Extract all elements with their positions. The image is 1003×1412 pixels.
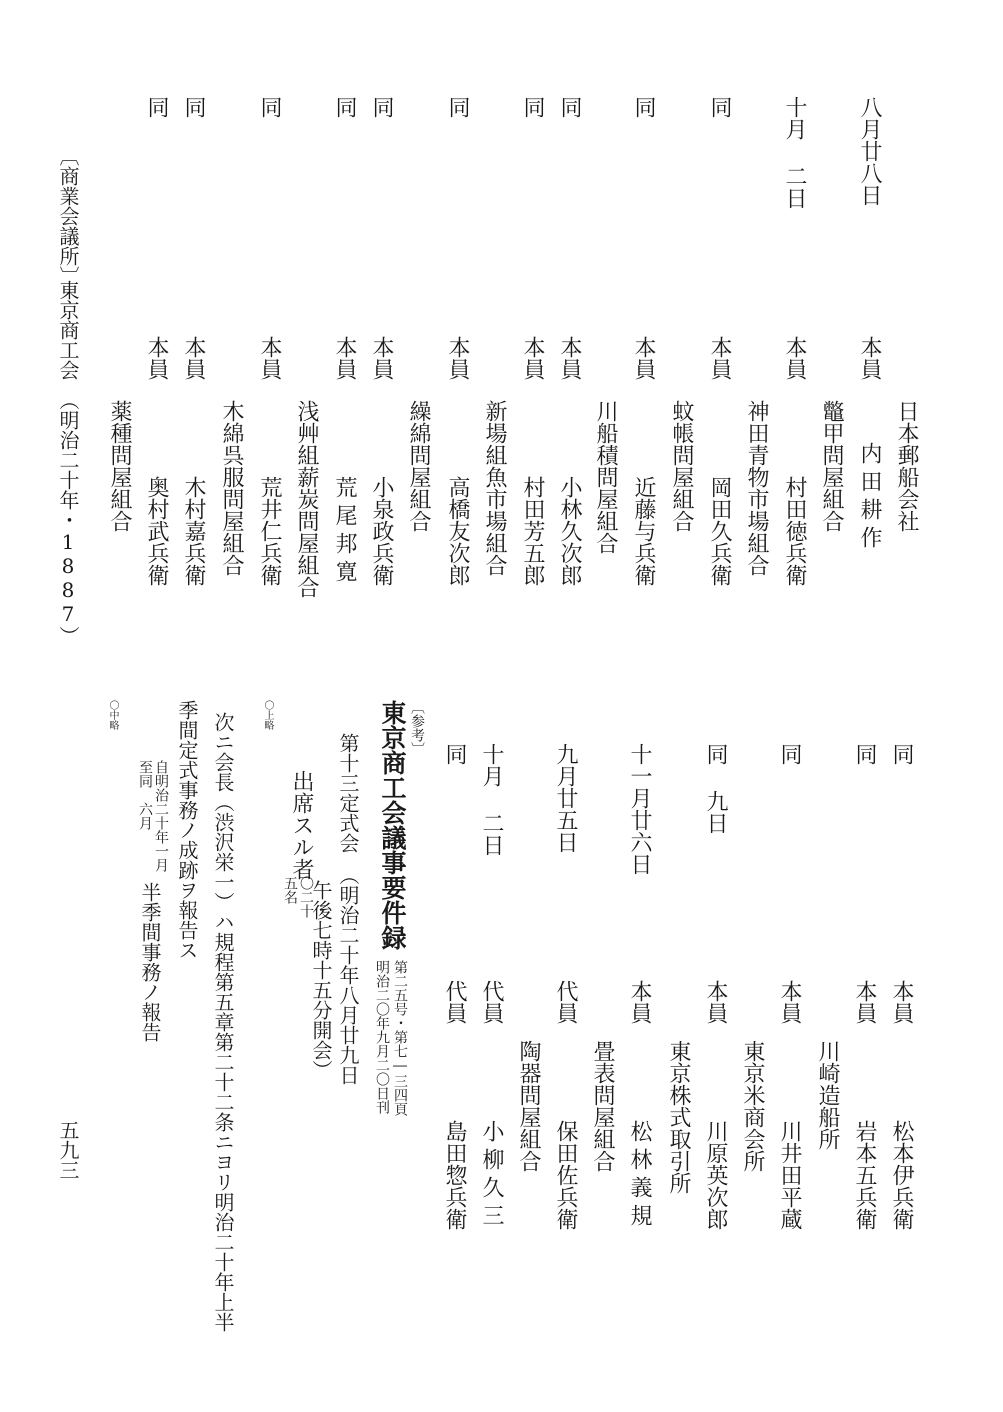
reference-source: 第二五号・第七―三四頁 [392,960,408,1116]
member-name: 島田惣兵衛 [442,1120,467,1230]
member-org: 薬種問屋組合 [107,400,132,532]
member-org: 東京株式取引所 [666,1040,691,1194]
period-from: 自明治二十年一月 [153,760,169,872]
member-name: 近藤与兵衛 [631,476,656,586]
member-name: 岡田久兵衛 [707,476,732,586]
member-name: 木村嘉兵衛 [181,476,206,586]
omission-mark: 〇上略 [262,700,273,730]
member-name: 岩本五兵衛 [852,1120,877,1230]
header-bracket: 〔商業会議所〕 [56,146,80,286]
member-role: 本員 [857,336,882,380]
member-role: 本員 [445,336,470,380]
member-org: 新場組魚市場組合 [482,400,507,576]
meeting-time: 午後七時十五分開会） [309,880,333,1080]
header-year: （明治二十年・1887） [56,390,80,646]
member-name: 内田耕作 [857,442,882,554]
member-org: 日本郵船会社 [894,400,919,532]
member-org: 蚊帳問屋組合 [669,400,694,532]
date: 同 [707,96,732,118]
member-role: 本員 [520,336,545,380]
page-number: 五九三 [56,1120,80,1180]
date: 同 [631,96,656,118]
member-org: 神田青物市場組合 [744,400,769,576]
member-role: 本員 [557,336,582,380]
date: 同 [181,96,206,118]
date: 九月廿五日 [553,743,578,853]
report-title: 半季間事務ノ報告 [138,882,162,1042]
attendance-count: 〇二十 [298,876,314,918]
omission-mark: 〇中略 [107,700,118,730]
meeting-date: （明治二十年八月廿九日 [336,865,360,1085]
date: 同 [257,96,282,118]
period-to: 至同 六月 [137,760,153,830]
member-org: 鼈甲問屋組合 [819,400,844,532]
member-name: 保田佐兵衛 [553,1120,578,1230]
date: 同 [852,743,877,765]
member-org: 繰綿問屋組合 [406,400,431,532]
date: 十月 二日 [782,96,807,209]
paragraph: 次ニ会長（渋沢栄一）ハ規程第五章第二十二条ニヨリ明治二十年上半 [211,712,235,1332]
member-org: 畳表問屋組合 [590,1040,615,1172]
member-role: 本員 [631,336,656,380]
date: 同 [332,96,357,118]
member-name: 村田芳五郎 [520,476,545,586]
member-org: 東京米商会所 [740,1040,765,1172]
member-name: 奥村武兵衛 [144,476,169,586]
member-org: 川崎造船所 [815,1040,840,1150]
member-name: 川原英次郎 [703,1120,728,1230]
member-role: 本員 [777,980,802,1024]
member-org: 木綿呉服問屋組合 [219,400,244,576]
member-role: 本員 [707,336,732,380]
reference-source: 明治二〇年九月二〇日刊 [374,960,390,1114]
member-name: 荒尾邦寛 [332,476,357,588]
sanko-label: 〔参考〕 [409,700,425,756]
date: 同 [144,96,169,118]
member-role: 本員 [257,336,282,380]
date: 同 [442,743,467,765]
date: 同 [889,743,914,765]
member-org: 陶器問屋組合 [516,1040,541,1172]
member-role: 本員 [144,336,169,380]
date: 十月 二日 [479,743,504,856]
member-role: 本員 [181,336,206,380]
date: 同 [520,96,545,118]
date: 十一月廿六日 [627,743,652,875]
member-role: 代員 [442,980,467,1024]
attendance-label: 出席スル者 [289,770,314,880]
attendance-count: 五名 [282,876,298,904]
date: 八月廿八日 [857,96,882,206]
member-role: 代員 [553,980,578,1024]
member-role: 本員 [332,336,357,380]
date: 同 [369,96,394,118]
member-role: 本員 [627,980,652,1024]
paragraph: 季間定式事務ノ成跡ヲ報告ス [175,700,199,960]
date: 同 [445,96,470,118]
date: 同 [557,96,582,118]
member-name: 松林義規 [627,1120,652,1232]
reference-title: 東京商工会議事要件録 [378,700,407,950]
date: 同 九日 [703,743,728,834]
member-role: 本員 [369,336,394,380]
member-name: 小泉政兵衛 [369,476,394,586]
member-name: 小柳久三 [479,1120,504,1232]
meeting-name: 第十三定式会 [336,733,360,853]
member-name: 松本伊兵衛 [889,1120,914,1230]
header-org: 東京商工会 [56,280,80,380]
member-name: 村田徳兵衛 [782,476,807,586]
member-name: 荒井仁兵衛 [257,476,282,586]
member-name: 小林久次郎 [557,476,582,586]
member-org: 川船積問屋組合 [593,400,618,554]
member-role: 本員 [852,980,877,1024]
member-role: 本員 [703,980,728,1024]
member-role: 本員 [782,336,807,380]
member-name: 川井田平蔵 [777,1120,802,1230]
member-role: 代員 [479,980,504,1024]
member-org: 浅艸組薪炭問屋組合 [294,400,319,598]
date: 同 [777,743,802,765]
member-name: 高橋友次郎 [445,476,470,586]
member-role: 本員 [889,980,914,1024]
